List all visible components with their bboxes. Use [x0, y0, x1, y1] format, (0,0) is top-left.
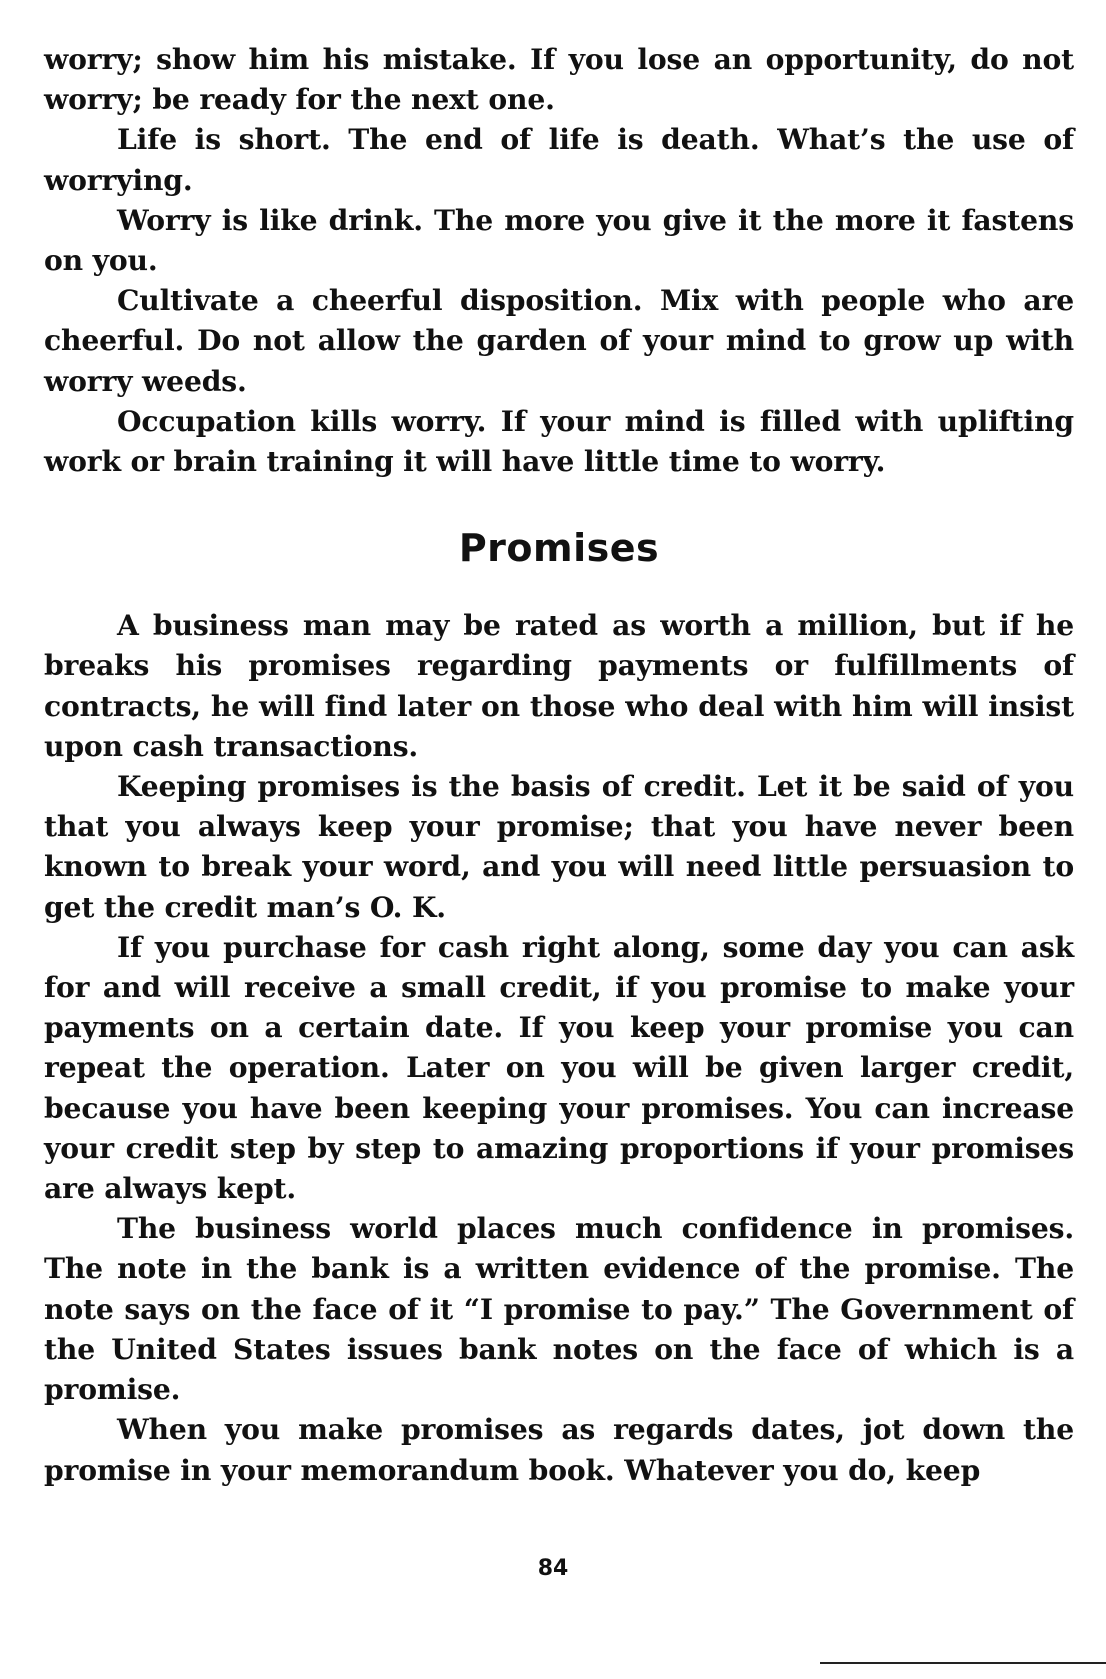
paragraph-worry-like-drink: Worry is like drink. The more you give it the more it fastens on you. [44, 203, 1074, 278]
paragraph-business-world: The business world places much confidence in promises. The note in the bank is a written evidence of the promise. The note says on the face of it “I promise to pay.” The Government of the United States issues bank notes on the face of which is a promise. [44, 1212, 1074, 1407]
paragraph-cheerful-disposition: Cultivate a cheerful disposition. Mix with people who are cheerful. Do not allow the garden of your mind to grow up with worry weeds. [44, 284, 1074, 398]
paragraph-keeping-promises: Keeping promises is the basis of credit. Let it be said of you that you always keep your promise; that you have never been known to break your word, and you will need little persuasion to get the credit man’s O. K. [44, 770, 1074, 924]
paragraph-continuation: worry; show him his mistake. If you lose an opportunity, do not worry; be ready for the next one. [44, 43, 1074, 117]
bottom-edge-rule [820, 1662, 1106, 1664]
section-title: Promises [458, 526, 660, 571]
paragraph-occupation: Occupation kills worry. If your mind is filled with uplifting work or brain training it will have little time to worry. [44, 404, 1074, 479]
book-page [44, 40, 1074, 1491]
paragraph-life-is-short: Life is short. The end of life is death. What’s the use of worrying. [44, 123, 1074, 197]
paragraph-make-promises: When you make promises as regards dates, jot down the promise in your memorandum book. Whatever you do, keep [44, 1413, 1074, 1487]
paragraph-business-man: A business man may be rated as worth a million, but if he breaks his promises regarding payments or fulfillments of contracts, he will find later on those who deal with him will insist upon cash transactions. [44, 609, 1074, 763]
page-number: 84 [537, 1556, 569, 1581]
paragraph-purchase-for-cash: If you purchase for cash right along, some day you can ask for and will receive a small credit, if you promise to make your payments on a certain date. If you keep your promise you can repeat the operation. Later on you will be given larger credit, because you have been keeping your promises. You can increase your credit step by step to amazing proportions if your promises are always kept. [44, 930, 1074, 1206]
